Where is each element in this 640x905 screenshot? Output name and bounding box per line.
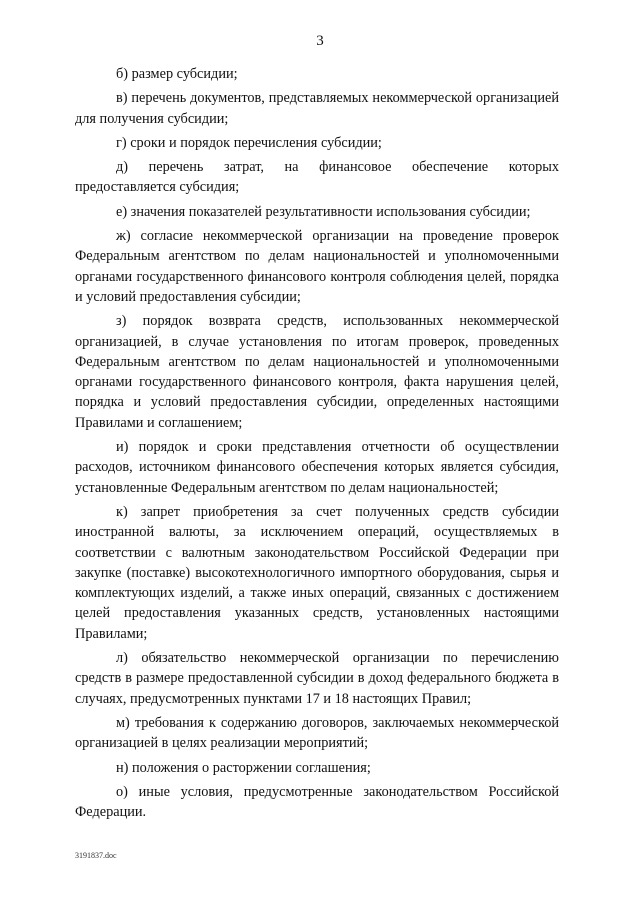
list-item-n: н) положения о расторжении соглашения; <box>116 759 371 776</box>
list-item-e: е) значения показателей результативности использования субсидии; <box>116 203 531 220</box>
list-item-o: о) иные условия, предусмотренные законодательством Российской Федерации. <box>75 783 559 821</box>
list-item-v: в) перечень документов, представляемых некоммерческой организацией для получения субсидии; <box>75 90 559 127</box>
list-item-zh: ж) согласие некоммерческой организации на проведение проверок Федеральным агентством по делам национальностей и уполномоченными органами государственного финансового контроля соблюдения целей, порядка и условий предоставления субсидии; <box>75 228 559 305</box>
page-number: 3 <box>316 33 324 49</box>
list-item-l: л) обязательство некоммерческой организации по перечислению средств в размере предоставленной субсидии в доход федерального бюджета в случаях, предусмотренных пунктами 17 и 18 настоящих Правил; <box>75 650 559 707</box>
list-item-b: б) размер субсидии; <box>116 66 238 82</box>
list-item-m: м) требования к содержанию договоров, заключаемых некоммерческой организацией в целях реализации мероприятий; <box>75 714 559 752</box>
document-body <box>75 64 559 826</box>
list-item-d: д) перечень затрат, на финансовое обеспечение которых предоставляется субсидия; <box>75 159 559 196</box>
list-item-i: и) порядок и сроки представления отчетности об осуществлении расходов, источником финансового обеспечения которых является субсидия, установленные Федеральным агентством по делам национальностей; <box>75 439 559 496</box>
list-item-z: з) порядок возврата средств, использованных некоммерческой организацией, в случае установления по итогам проверок, проведенных Федеральным агентством по делам национальностей и уполномоченными органами государственного финансового контроля, факта нарушения целей, порядка и условий предоставления субсидии, определенных настоящими Правилами и соглашением; <box>75 313 559 431</box>
footer-filename: 3191837.doc <box>75 851 117 860</box>
list-item-k: к) запрет приобретения за счет полученных средств субсидии иностранной валюты, за исключением операций, осуществляемых в соответствии с валютным законодательством Российской Федерации при закупке (поставке) высокотехнологичного импортного оборудования, сырья и комплектующих изделий, а также иных операций, связанных с достижением целей предоставления указанных средств, установленных настоящими Правилами; <box>75 503 559 642</box>
list-item-g: г) сроки и порядок перечисления субсидии; <box>116 134 382 151</box>
